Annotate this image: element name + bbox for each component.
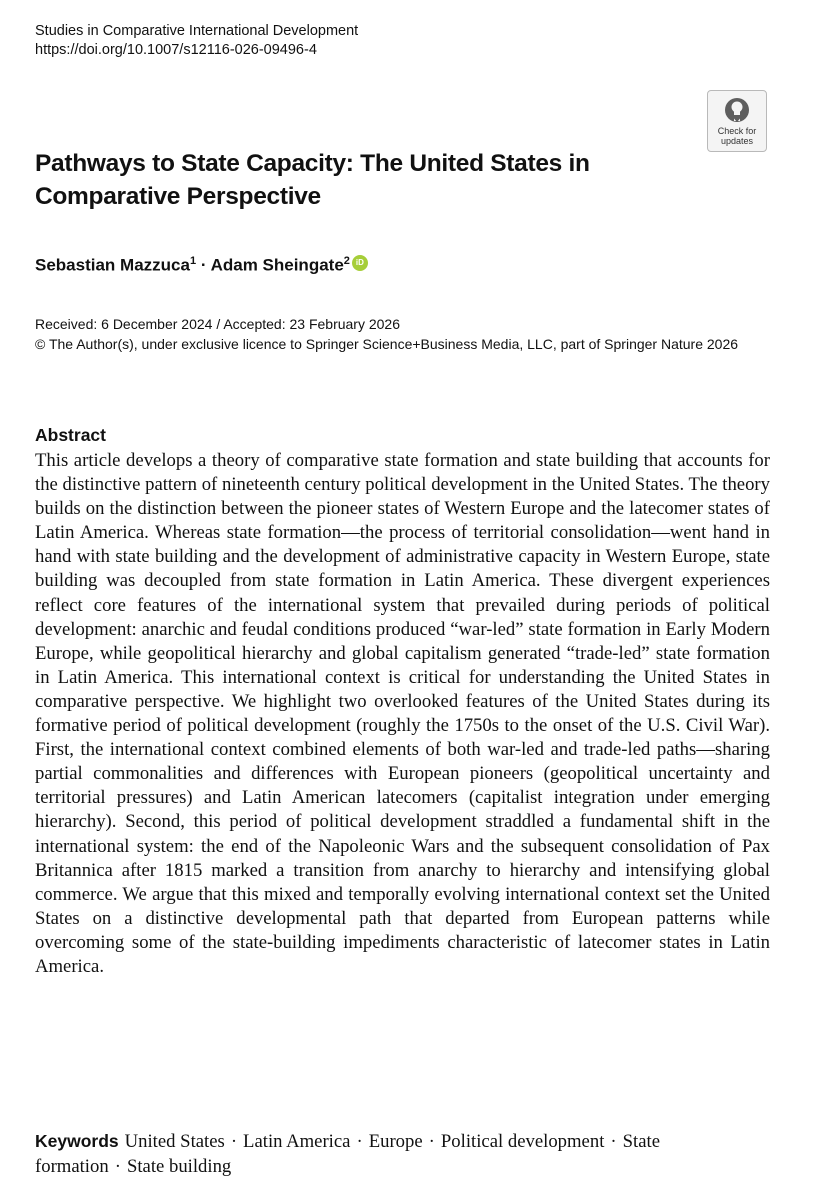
keywords-section xyxy=(35,1129,770,1179)
abstract-text: This article develops a theory of comparative state formation and state building that accounts for the distinctive pattern of nineteenth century political development in the United States. The theory builds on the distinction between the pioneer states of Western Europe and the latecomer states of Latin America. Whereas state formation—the process of territorial consolidation—went hand in hand with state building and the development of administrative capacity in Western Europe, state building was decoupled from state formation in Latin America. These divergent experiences reflect core features of the international system that prevailed during periods of political development: anarchic and feudal conditions produced “war-led” state formation in Early Modern Europe, while geopolitical hierarchy and global capitalism generated “trade-led” state formation in Latin America. This international context is critical for understanding the United States in comparative perspective. We highlight two overlooked features of the United States during its formative period of political development (roughly the 1750s to the onset of the U.S. Civil War). First, the international context combined elements of both war-led and trade-led paths—sharing partial commonalities and differences with European pioneers (geopolitical uncertainty and territorial pressures) and Latin American latecomers (capitalist integration under emerging hierarchy). Second, this period of political development straddled a fundamental shift in the international system: the end of the Napoleonic Wars and the subsequent consolidation of Pax Britannica after 1815 marked a transition from anarchy to hierarchy and intensifying global commerce. We argue that this mixed and temporally evolving international context set the United States on a distinctive developmental path that departed from European patterns while overcoming some of the state-building impediments characteristic of latecomer states in Latin America. xyxy=(35,450,770,977)
keyword: United States xyxy=(124,1131,225,1152)
keyword-separator: · xyxy=(356,1131,363,1152)
received-accepted-dates: Received: 6 December 2024 / Accepted: 23 February 2026 xyxy=(35,316,400,332)
check-for-updates-label: Check for updates xyxy=(717,126,757,146)
author-affiliation: 1 xyxy=(189,255,197,267)
author-name[interactable]: Sebastian Mazzuca xyxy=(35,255,190,275)
author-name[interactable]: Adam Sheingate xyxy=(210,255,344,275)
article-title: Pathways to State Capacity: The United States in Comparative Perspective xyxy=(35,150,590,210)
keyword: State formation xyxy=(35,1131,660,1177)
keyword-separator: · xyxy=(230,1131,238,1152)
keyword: Latin America xyxy=(243,1131,351,1152)
keyword: Political development xyxy=(440,1131,605,1152)
orcid-icon[interactable]: iD xyxy=(352,255,368,271)
author-list xyxy=(35,250,368,277)
author-affiliation: 2 xyxy=(343,255,350,267)
article-dates xyxy=(35,315,755,354)
doi-link[interactable]: https://doi.org/10.1007/s12116-026-09496-4 xyxy=(35,42,317,58)
keyword: State building xyxy=(126,1156,232,1177)
keyword-separator: · xyxy=(610,1131,617,1152)
journal-name: Studies in Comparative International Development xyxy=(35,23,359,39)
author-separator: · xyxy=(200,255,207,275)
keyword-separator: · xyxy=(114,1156,121,1177)
keywords-label: Keywords xyxy=(35,1131,119,1151)
copyright-notice: © The Author(s), under exclusive licence to Springer Science+Business Media, LLC, part of Springer Nature 2026 xyxy=(35,335,739,352)
journal-header xyxy=(35,22,358,60)
abstract-heading: Abstract xyxy=(35,425,106,445)
check-for-updates-icon xyxy=(723,96,751,124)
keyword: Europe xyxy=(368,1131,423,1152)
check-for-updates-button[interactable] xyxy=(707,90,767,152)
keyword-separator: · xyxy=(428,1131,435,1152)
